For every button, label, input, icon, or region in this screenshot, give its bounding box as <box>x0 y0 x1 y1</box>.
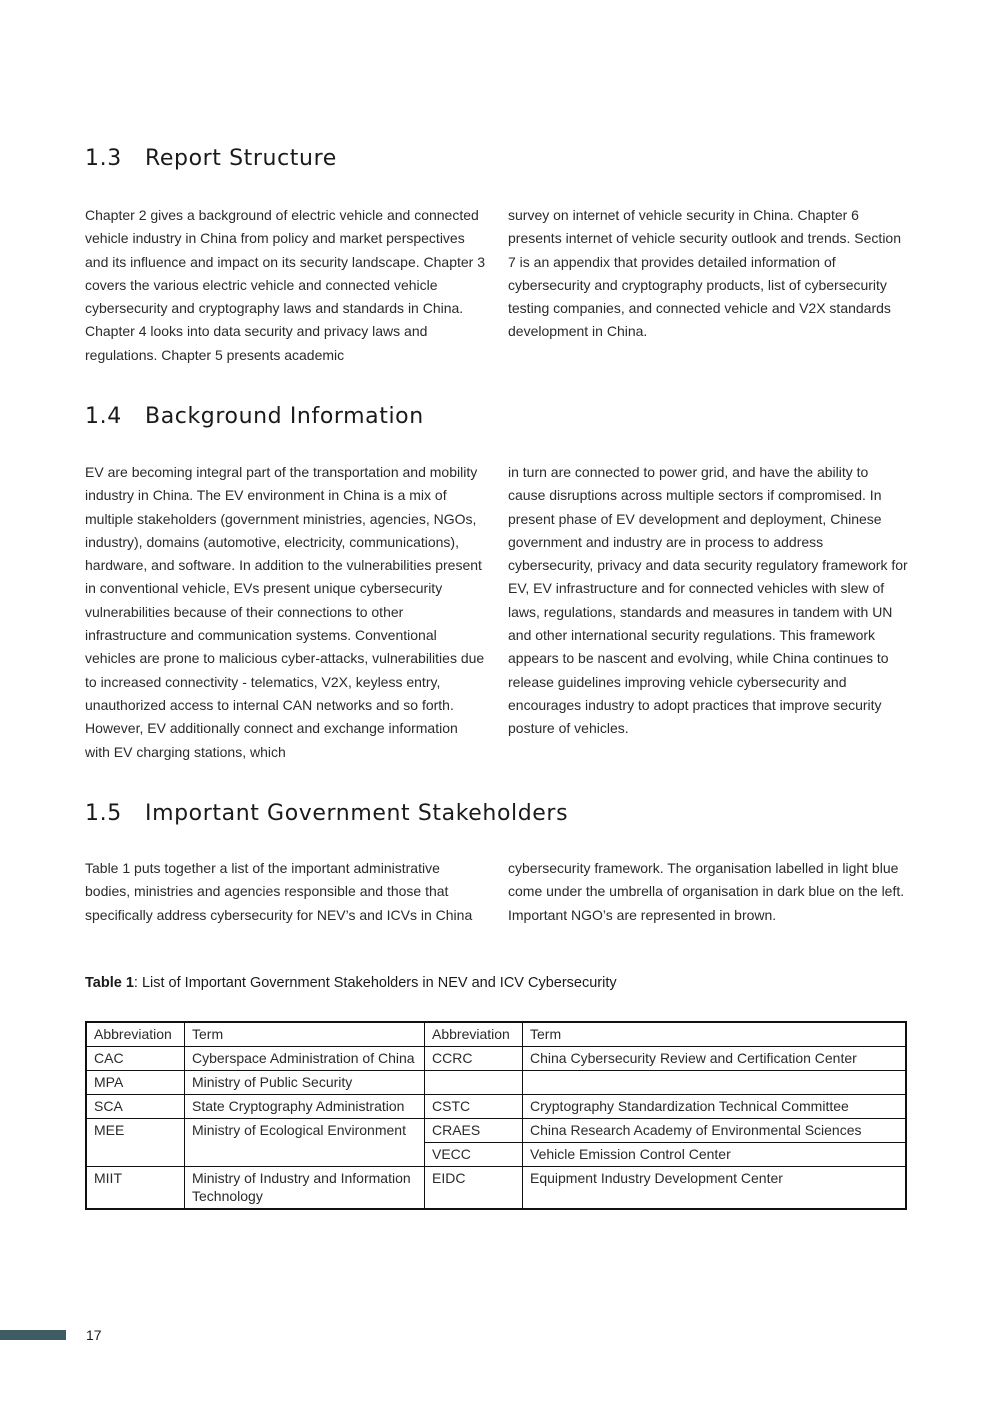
table-cell-abbreviation: MIIT <box>86 1167 185 1210</box>
table-caption-label: Table 1 <box>85 975 134 991</box>
table-cell-abbreviation: EIDC <box>425 1167 523 1210</box>
table-cell-term: Ministry of Public Security <box>185 1071 425 1095</box>
background-left-paragraph: EV are becoming integral part of the transportation and mobility industry in China. The EV environment in China is a mix of multiple stakeholders (government ministries, agencies, NGOs, industry), domains (automotive, electricity, communications), hardware, and software. In addition to the vulnerabilities present in conventional vehicle, EVs present unique cybersecurity vulnerabilities because of their connections to other infrastructure and communication systems. Conventional vehicles are prone to malicious cyber-attacks, vulnerabilities due to increased connectivity - telematics, V2X, keyless entry, unauthorized access to internal CAN networks and so forth. However, EV additionally connect and exchange information with EV charging stations, which <box>85 464 485 760</box>
table-cell-term: Ministry of Industry and Information Technology <box>185 1167 425 1210</box>
stakeholders-table <box>85 1021 907 1210</box>
page-accent-bar <box>0 1330 66 1340</box>
table-cell-abbreviation: MPA <box>86 1071 185 1095</box>
table-caption <box>85 975 617 991</box>
table-cell-term: Cyberspace Administration of China <box>185 1047 425 1071</box>
table-header-row <box>86 1022 906 1047</box>
table-cell-term: Vehicle Emission Control Center <box>523 1143 907 1167</box>
section-title: Report Structure <box>145 146 337 171</box>
report-structure-left-paragraph: Chapter 2 gives a background of electric vehicle and connected vehicle industry in China from policy and market perspectives and its influence and impact on its security landscape. Chapter 3 covers the various electric vehicle and connected vehicle cybersecurity and cryptography laws and standards in China. Chapter 4 looks into data security and privacy laws and regulations. Chapter 5 presents academic <box>85 207 486 363</box>
table-row <box>86 1047 906 1071</box>
table-caption-text: : List of Important Government Stakeholders in NEV and ICV Cybersecurity <box>133 975 617 991</box>
stakeholders-left-paragraph: Table 1 puts together a list of the important administrative bodies, ministries and agencies responsible and those that specifically address cybersecurity for NEV’s and ICVs in China <box>85 860 473 923</box>
table-row <box>86 1095 906 1119</box>
table-cell-abbreviation: CAC <box>86 1047 185 1071</box>
section-title: Background Information <box>145 404 424 429</box>
table-cell-term: Cryptography Standardization Technical Committee <box>523 1095 907 1119</box>
table-cell-abbreviation: MEE <box>86 1119 185 1167</box>
table-cell-term <box>523 1071 907 1095</box>
table-header-cell: Abbreviation <box>425 1022 523 1047</box>
section-number: 1.3 <box>85 146 122 171</box>
stakeholders-right-paragraph: cybersecurity framework. The organisation labelled in light blue come under the umbrella of organisation in dark blue on the left. Important NGO’s are represented in brown. <box>508 860 905 923</box>
section-number: 1.4 <box>85 404 122 429</box>
report-structure-right-paragraph: survey on internet of vehicle security in China. Chapter 6 presents internet of vehicle security outlook and trends. Section 7 is an appendix that provides detailed information of cybersecurity and cryptography products, list of cybersecurity testing companies, and connected vehicle and V2X standards development in China. <box>508 207 901 340</box>
table-cell-term: Equipment Industry Development Center <box>523 1167 907 1210</box>
section-number: 1.5 <box>85 801 122 826</box>
section-heading-report-structure <box>85 146 337 171</box>
table-cell-abbreviation: SCA <box>86 1095 185 1119</box>
table-cell-term: China Cybersecurity Review and Certification Center <box>523 1047 907 1071</box>
table-header-cell: Abbreviation <box>86 1022 185 1047</box>
background-right-paragraph: in turn are connected to power grid, and have the ability to cause disruptions across multiple sectors if compromised. In present phase of EV development and deployment, Chinese government and industry are in process to address cybersecurity, privacy and data security regulatory framework for EV, EV infrastructure and for connected vehicles with slew of laws, regulations, standards and measures in tandem with UN and other international security regulations. This framework appears to be nascent and evolving, while China continues to release guidelines improving vehicle cybersecurity and encourages industry to adopt practices that improve security posture of vehicles. <box>508 464 908 737</box>
table-cell-abbreviation: CSTC <box>425 1095 523 1119</box>
section-title: Important Government Stakeholders <box>145 801 569 826</box>
table-cell-term: Ministry of Ecological Environment <box>185 1119 425 1167</box>
table-row <box>86 1119 906 1143</box>
table-cell-abbreviation <box>425 1071 523 1095</box>
table-cell-term: China Research Academy of Environmental Sciences <box>523 1119 907 1143</box>
table-row <box>86 1071 906 1095</box>
table-cell-abbreviation: CCRC <box>425 1047 523 1071</box>
table-header-cell: Term <box>523 1022 907 1047</box>
section-heading-background-information <box>85 404 424 429</box>
section-heading-government-stakeholders <box>85 801 568 826</box>
table-cell-term: State Cryptography Administration <box>185 1095 425 1119</box>
table-cell-abbreviation: CRAES <box>425 1119 523 1143</box>
table-row <box>86 1167 906 1210</box>
table-cell-abbreviation: VECC <box>425 1143 523 1167</box>
page-number: 17 <box>86 1327 102 1343</box>
table-header-cell: Term <box>185 1022 425 1047</box>
